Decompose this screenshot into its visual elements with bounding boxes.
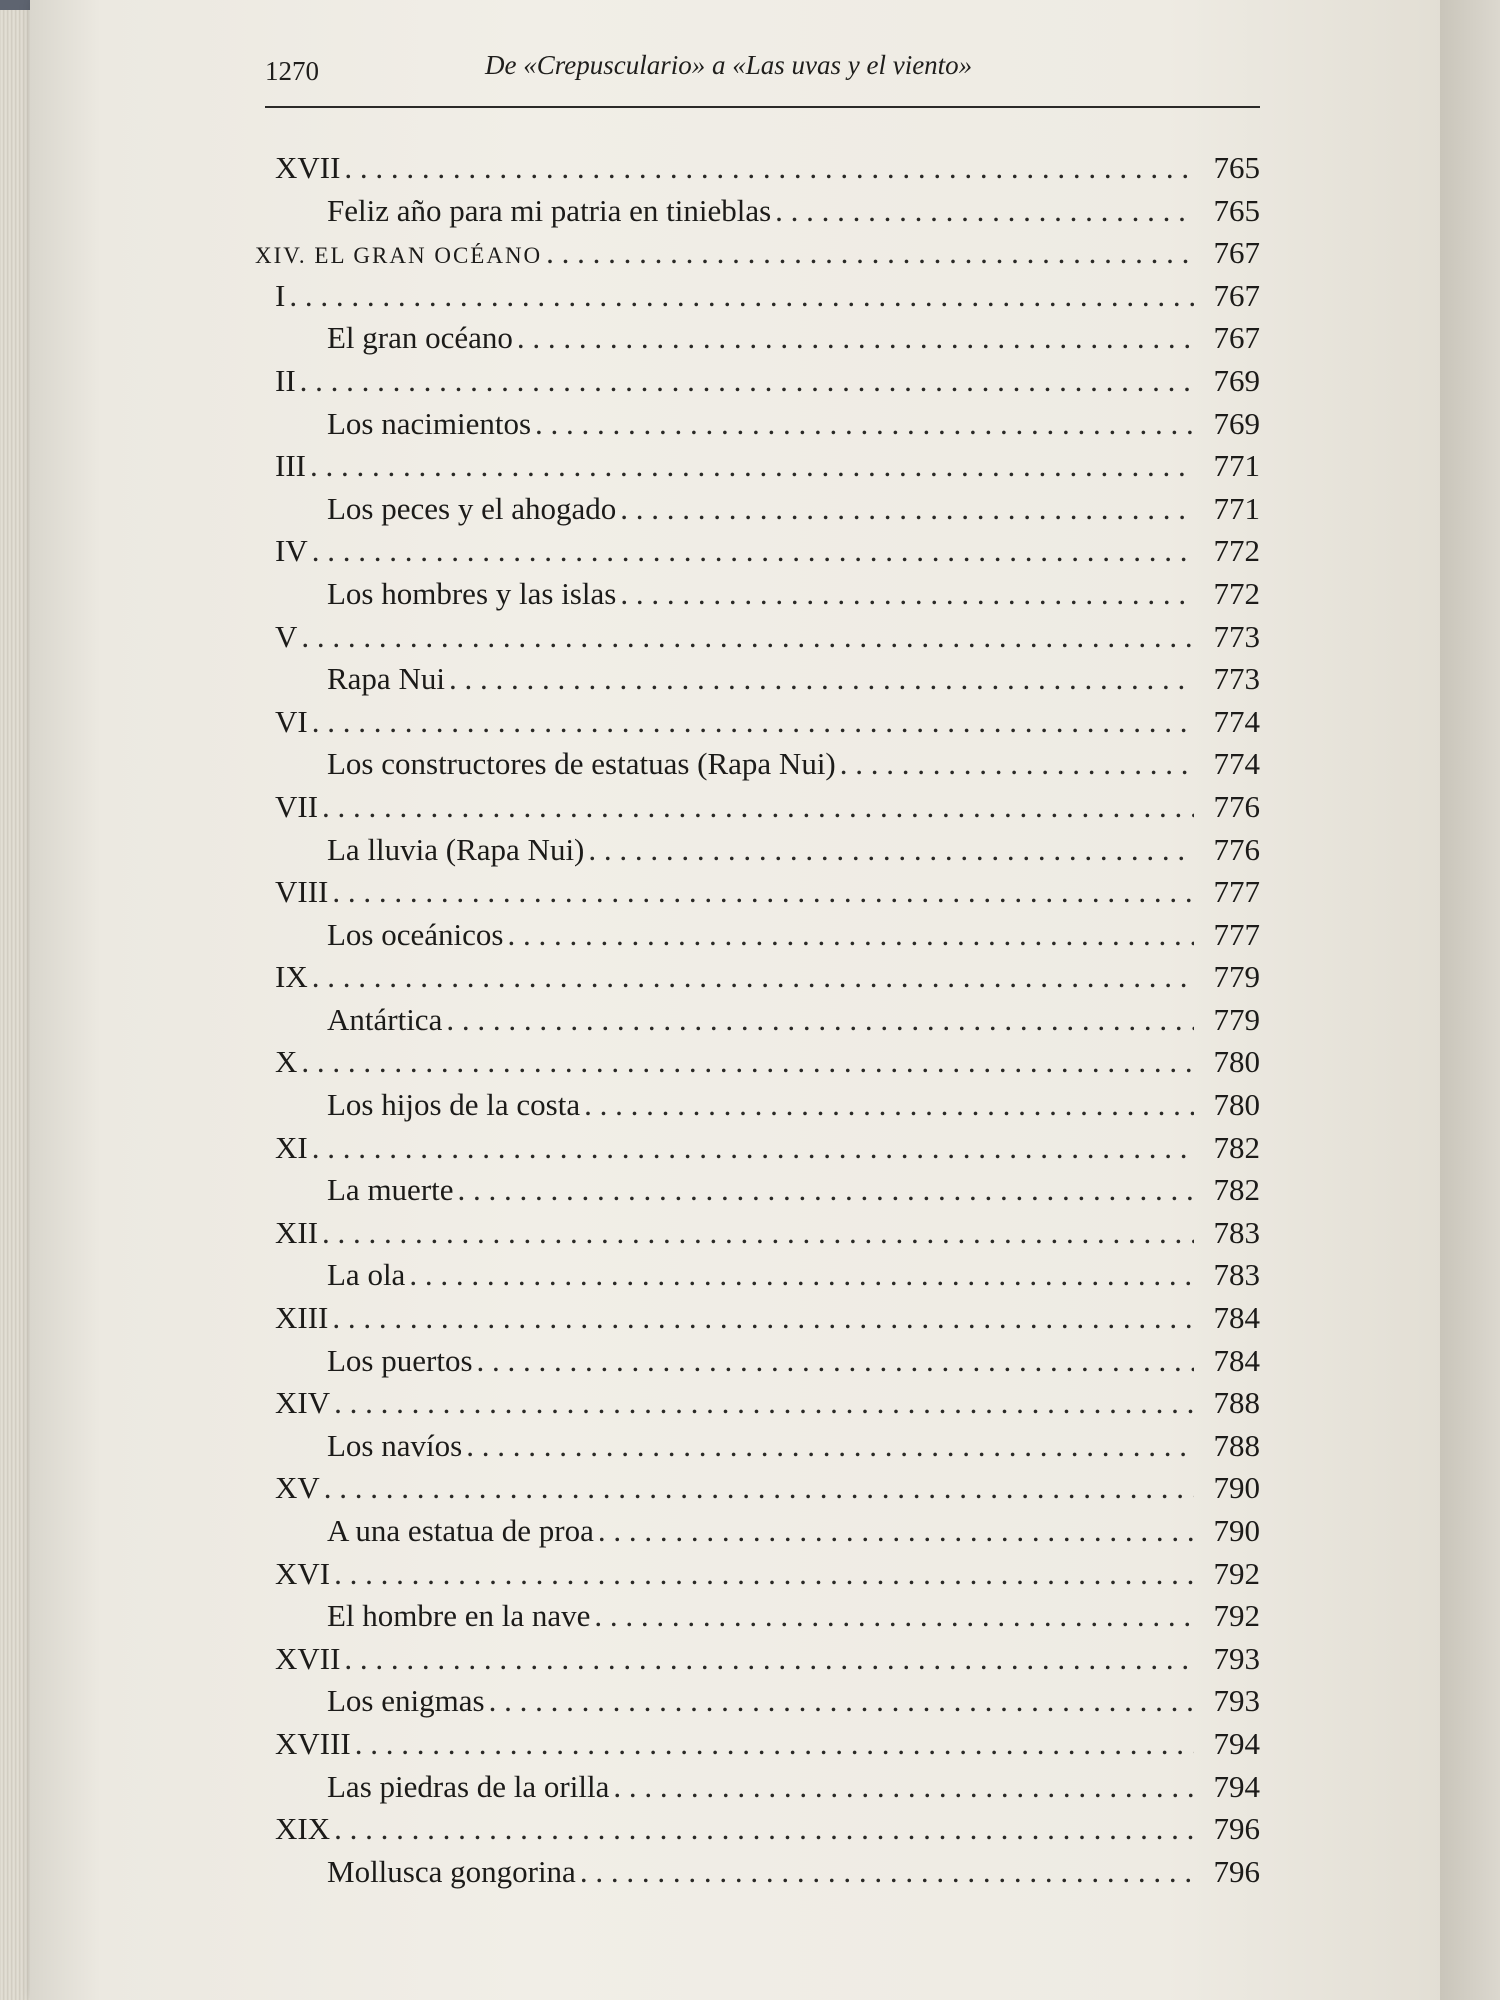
toc-entry (255, 917, 1260, 960)
dot-leader (334, 1556, 1194, 1592)
toc-page-number: 773 (1213, 618, 1260, 654)
toc-entry-title: La muerte (327, 1172, 454, 1208)
dot-leader (620, 576, 1194, 612)
toc-entry-title: VII (275, 788, 319, 824)
toc-entry (255, 1811, 1260, 1854)
dot-leader (301, 619, 1194, 655)
facing-page-edge (1440, 0, 1500, 2000)
dot-leader (301, 1044, 1194, 1080)
toc-entry-title: X (275, 1044, 298, 1080)
toc-page-number: 780 (1213, 1044, 1260, 1080)
toc-entry (255, 1257, 1260, 1300)
toc-page-number: 790 (1213, 1513, 1260, 1548)
toc-entry (255, 874, 1260, 917)
dot-leader (355, 1726, 1194, 1762)
toc-page-number: 774 (1213, 746, 1260, 782)
toc-entry (255, 193, 1260, 236)
dot-leader (344, 1641, 1194, 1677)
page-header (265, 50, 1260, 108)
toc-page-number: 767 (1213, 320, 1260, 356)
toc-entry-title: Rapa Nui (327, 661, 445, 697)
toc-entry (255, 1726, 1260, 1769)
toc-page-number: 769 (1213, 362, 1260, 398)
toc-page-number: 765 (1213, 192, 1260, 228)
toc-entry (255, 619, 1260, 662)
toc-entry (255, 278, 1260, 321)
toc-entry-title: Los hombres y las islas (327, 575, 617, 611)
toc-entry (255, 576, 1260, 619)
dot-leader (620, 491, 1194, 527)
toc-section-heading (255, 235, 1260, 278)
dot-leader (517, 320, 1194, 356)
dot-leader (324, 1470, 1194, 1506)
toc-entry-title: Los nacimientos (327, 405, 532, 441)
toc-entry (255, 406, 1260, 449)
table-of-contents (255, 150, 1260, 1896)
dot-leader (322, 789, 1194, 825)
toc-entry-title: Mollusca gongorina (327, 1853, 576, 1889)
toc-page-number: 774 (1213, 703, 1260, 739)
toc-entry-title: XIV. EL GRAN OCÉANO (255, 243, 543, 269)
toc-entry-title: XI (275, 1129, 308, 1165)
toc-entry-title: Los constructores de estatuas (Rapa Nui) (327, 746, 836, 782)
toc-entry-title: IV (275, 533, 308, 569)
toc-entry-title: Feliz año para mi patria en tinieblas (327, 192, 772, 228)
dot-leader (588, 832, 1194, 868)
toc-page-number: 776 (1213, 831, 1260, 867)
toc-entry-title: La ola (327, 1257, 406, 1293)
toc-entry-title: XIX (275, 1811, 331, 1847)
toc-page-number: 780 (1213, 1087, 1260, 1123)
toc-page-number: 796 (1213, 1853, 1260, 1889)
dot-leader (344, 150, 1194, 186)
dot-leader (840, 746, 1194, 782)
toc-entry (255, 1769, 1260, 1812)
toc-entry-title: III (275, 448, 306, 484)
toc-entry (255, 661, 1260, 704)
toc-entry-title: XII (275, 1214, 319, 1250)
dot-leader (312, 533, 1194, 569)
toc-page-number: 788 (1213, 1385, 1260, 1421)
toc-entry (255, 789, 1260, 832)
toc-page-number: 772 (1213, 575, 1260, 611)
toc-entry-title: Los oceánicos (327, 916, 504, 952)
toc-entry (255, 832, 1260, 875)
toc-entry-title: XV (275, 1470, 320, 1506)
toc-entry (255, 1002, 1260, 1045)
toc-entry (255, 1044, 1260, 1087)
toc-entry (255, 1385, 1260, 1428)
dot-leader (613, 1769, 1194, 1805)
toc-entry-title: Las piedras de la orilla (327, 1768, 610, 1804)
toc-entry (255, 746, 1260, 789)
toc-page-number: 769 (1213, 405, 1260, 441)
toc-entry-title: A una estatua de proa (327, 1513, 594, 1548)
dot-leader (310, 448, 1194, 484)
toc-entry-title: Los puertos (327, 1342, 473, 1378)
dot-leader (312, 959, 1194, 995)
toc-page-number: 788 (1213, 1427, 1260, 1463)
dot-leader (546, 235, 1194, 271)
dot-leader (334, 1385, 1194, 1421)
toc-page-number: 777 (1213, 874, 1260, 910)
dot-leader (334, 1811, 1194, 1847)
toc-page-number: 767 (1213, 235, 1260, 271)
toc-entry-title: XIV (275, 1385, 331, 1421)
toc-entry-title: XVI (275, 1555, 331, 1591)
page-number: 1270 (265, 56, 319, 86)
toc-entry (255, 1513, 1260, 1556)
toc-page-number: 765 (1213, 150, 1260, 185)
toc-entry (255, 1215, 1260, 1258)
toc-page-number: 792 (1213, 1598, 1260, 1634)
toc-entry (255, 1428, 1260, 1471)
dot-leader (449, 661, 1194, 697)
toc-page-number: 779 (1213, 959, 1260, 995)
dot-leader (458, 1172, 1194, 1208)
toc-entry (255, 1172, 1260, 1215)
toc-entry-title: VI (275, 703, 308, 739)
toc-page-number: 796 (1213, 1811, 1260, 1847)
toc-entry (255, 1087, 1260, 1130)
toc-page-number: 790 (1213, 1470, 1260, 1506)
dot-leader (332, 1300, 1194, 1336)
toc-entry (255, 363, 1260, 406)
toc-entry-title: Los hijos de la costa (327, 1087, 581, 1123)
toc-page-number: 779 (1213, 1001, 1260, 1037)
toc-entry-title: IX (275, 959, 308, 995)
dot-leader (322, 1215, 1194, 1251)
dot-leader (598, 1513, 1194, 1549)
toc-page-number: 783 (1213, 1257, 1260, 1293)
toc-entry (255, 1556, 1260, 1599)
toc-page-number: 784 (1213, 1300, 1260, 1336)
dot-leader (312, 1130, 1194, 1166)
dot-leader (289, 278, 1194, 314)
dot-leader (466, 1428, 1194, 1464)
toc-entry (255, 1683, 1260, 1726)
dot-leader (446, 1002, 1194, 1038)
toc-entry-title: XVII (275, 150, 341, 185)
toc-page-number: 772 (1213, 533, 1260, 569)
dot-leader (477, 1343, 1194, 1379)
toc-entry (255, 491, 1260, 534)
toc-page-number: 784 (1213, 1342, 1260, 1378)
toc-entry-title: XIII (275, 1300, 329, 1336)
toc-page-number: 794 (1213, 1725, 1260, 1761)
toc-page-number: 792 (1213, 1555, 1260, 1591)
toc-page-number: 767 (1213, 277, 1260, 313)
toc-entry-title: XVIII (275, 1725, 351, 1761)
toc-entry (255, 150, 1260, 193)
toc-entry-title: Los peces y el ahogado (327, 490, 617, 526)
toc-page-number: 794 (1213, 1768, 1260, 1804)
dot-leader (775, 193, 1194, 229)
toc-entry-title: Antártica (327, 1001, 443, 1037)
dot-leader (312, 704, 1194, 740)
dot-leader (584, 1087, 1194, 1123)
toc-page-number: 782 (1213, 1129, 1260, 1165)
dot-leader (409, 1257, 1194, 1293)
dot-leader (594, 1598, 1194, 1634)
toc-entry (255, 1130, 1260, 1173)
toc-entry (255, 448, 1260, 491)
toc-entry (255, 1598, 1260, 1641)
toc-page-number: 771 (1213, 490, 1260, 526)
toc-entry-title: Los navíos (327, 1427, 463, 1463)
toc-page-number: 771 (1213, 448, 1260, 484)
toc-page-number: 793 (1213, 1640, 1260, 1676)
toc-entry (255, 704, 1260, 747)
running-title: De «Crepusculario» a «Las uvas y el viento» (485, 50, 973, 80)
toc-entry-title: VIII (275, 874, 329, 910)
toc-entry (255, 533, 1260, 576)
toc-entry-title: El gran océano (327, 320, 513, 356)
dot-leader (300, 363, 1194, 399)
toc-page-number: 783 (1213, 1214, 1260, 1250)
dot-leader (332, 874, 1194, 910)
toc-entry (255, 1343, 1260, 1386)
toc-page-number: 776 (1213, 788, 1260, 824)
toc-entry-title: I (275, 277, 286, 313)
toc-entry-title: Los enigmas (327, 1683, 485, 1719)
toc-page-number: 777 (1213, 916, 1260, 952)
toc-entry (255, 1300, 1260, 1343)
toc-entry (255, 1470, 1260, 1513)
toc-page-number: 793 (1213, 1683, 1260, 1719)
toc-page-number: 782 (1213, 1172, 1260, 1208)
dot-leader (535, 406, 1194, 442)
dot-leader (580, 1854, 1194, 1890)
toc-entry (255, 1641, 1260, 1684)
toc-entry-title: El hombre en la nave (327, 1598, 591, 1634)
toc-entry-title: V (275, 618, 298, 654)
toc-entry-title: La lluvia (Rapa Nui) (327, 831, 585, 867)
toc-entry (255, 320, 1260, 363)
toc-page-number: 773 (1213, 661, 1260, 697)
dot-leader (489, 1683, 1194, 1719)
toc-entry-title: II (275, 362, 296, 398)
toc-entry-title: XVII (275, 1640, 341, 1676)
toc-entry (255, 1854, 1260, 1897)
toc-entry (255, 959, 1260, 1002)
dot-leader (507, 917, 1194, 953)
